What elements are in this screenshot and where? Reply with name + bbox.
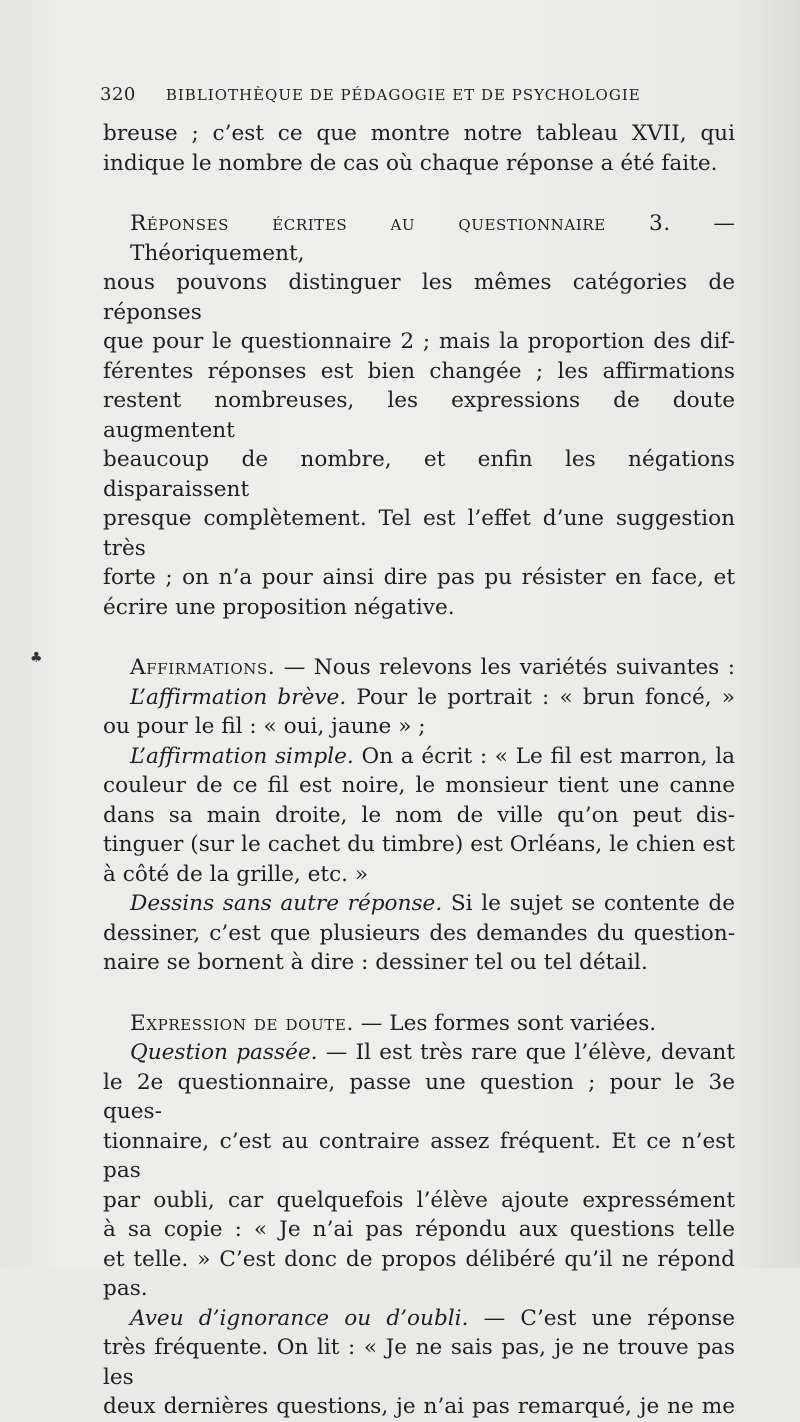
text-line: nous pouvons distinguer les mêmes catégories de réponses	[103, 270, 735, 325]
section-heading: Expression de doute.	[130, 1010, 354, 1036]
text-run: — Nous relevons les variétés suivantes :	[283, 655, 735, 680]
italic-term: Question passée.	[130, 1040, 318, 1065]
text-run: — Les formes sont variées.	[360, 1010, 657, 1036]
text-run: Si le sujet se contente de	[450, 891, 735, 916]
paragraph-line	[103, 1038, 735, 1068]
paragraph-line	[103, 742, 735, 772]
text-line: très fréquente. On lit : « Je ne sais pas, je ne trouve pas les	[103, 1335, 735, 1390]
text-line: que pour le questionnaire 2 ; mais la proportion des dif-	[103, 329, 735, 354]
text-line: indique le nombre de cas où chaque réponse a été faite.	[103, 150, 718, 176]
body-text	[103, 119, 735, 1422]
text-line: breuse ; c’est ce que montre notre tableau XVII, qui	[103, 121, 735, 146]
text-line: dessiner, c’est que plusieurs des demandes du question-	[103, 920, 735, 946]
text-line: naire se bornent à dire : dessiner tel ou tel détail.	[103, 950, 648, 975]
running-header	[100, 84, 660, 105]
text-line: ou pour le fil : « oui, jaune » ;	[103, 714, 426, 739]
text-line: par oubli, car quelquefois l’élève ajoute expressément	[103, 1187, 735, 1213]
italic-term: L’affirmation brève.	[130, 684, 347, 710]
section-heading: Affirmations.	[130, 655, 276, 680]
page-number: 320	[100, 84, 136, 105]
text-run: Pour le portrait : « brun foncé, »	[356, 684, 735, 710]
text-line: dans sa main droite, le nom de ville qu’on peut dis-	[103, 802, 735, 828]
margin-mark: ♣	[30, 650, 43, 666]
text-line: et telle. » C’est donc de propos délibéré qu’il ne répond	[103, 1246, 735, 1272]
section-line	[103, 1009, 735, 1039]
text-line: beaucoup de nombre, et enfin les négations disparaissent	[103, 447, 735, 502]
text-line: le 2e questionnaire, passe une question ; pour le 3e ques-	[103, 1069, 735, 1124]
section-heading: Réponses écrites au questionnaire 3.	[130, 211, 671, 236]
text-run: — Il est très rare que l’élève, devant	[325, 1040, 736, 1065]
paragraph-line	[103, 889, 735, 919]
text-line: écrire une proposition négative.	[103, 594, 455, 620]
text-line: presque complètement. Tel est l’effet d’une suggestion très	[103, 506, 735, 561]
text-line: tionnaire, c’est au contraire assez fréquent. Et ce n’est pas	[103, 1128, 735, 1183]
text-run: On a écrit : « Le fil est marron, la	[361, 743, 735, 769]
text-line: restent nombreuses, les expressions de doute augmentent	[103, 388, 735, 443]
text-line: deux dernières questions, je n’ai pas remarqué, je ne me	[103, 1394, 735, 1419]
paragraph-line	[103, 1304, 735, 1334]
text-line: à côté de la grille, etc. »	[103, 861, 369, 887]
italic-term: L’affirmation simple.	[130, 743, 354, 769]
section-line	[103, 653, 735, 683]
running-title: BIBLIOTHÈQUE DE PÉDAGOGIE ET DE PSYCHOLOGIE	[165, 86, 641, 104]
text-line: tinguer (sur le cachet du timbre) est Orléans, le chien est	[103, 832, 735, 857]
section-line	[103, 209, 735, 268]
italic-term: Aveu d’ignorance ou d’oubli.	[130, 1305, 469, 1331]
paragraph-line	[103, 683, 735, 713]
italic-term: Dessins sans autre réponse.	[130, 891, 443, 916]
text-line: forte ; on n’a pour ainsi dire pas pu résister en face, et	[103, 565, 735, 590]
text-line: à sa copie : « Je n’ai pas répondu aux questions telle	[103, 1217, 735, 1242]
text-line: pas.	[103, 1276, 148, 1301]
text-run: — C’est une réponse	[483, 1305, 735, 1331]
text-line: couleur de ce fil est noire, le monsieur tient une canne	[103, 773, 735, 798]
text-line: férentes réponses est bien changée ; les affirmations	[103, 358, 735, 384]
text-run: — Théoriquement,	[130, 211, 735, 266]
